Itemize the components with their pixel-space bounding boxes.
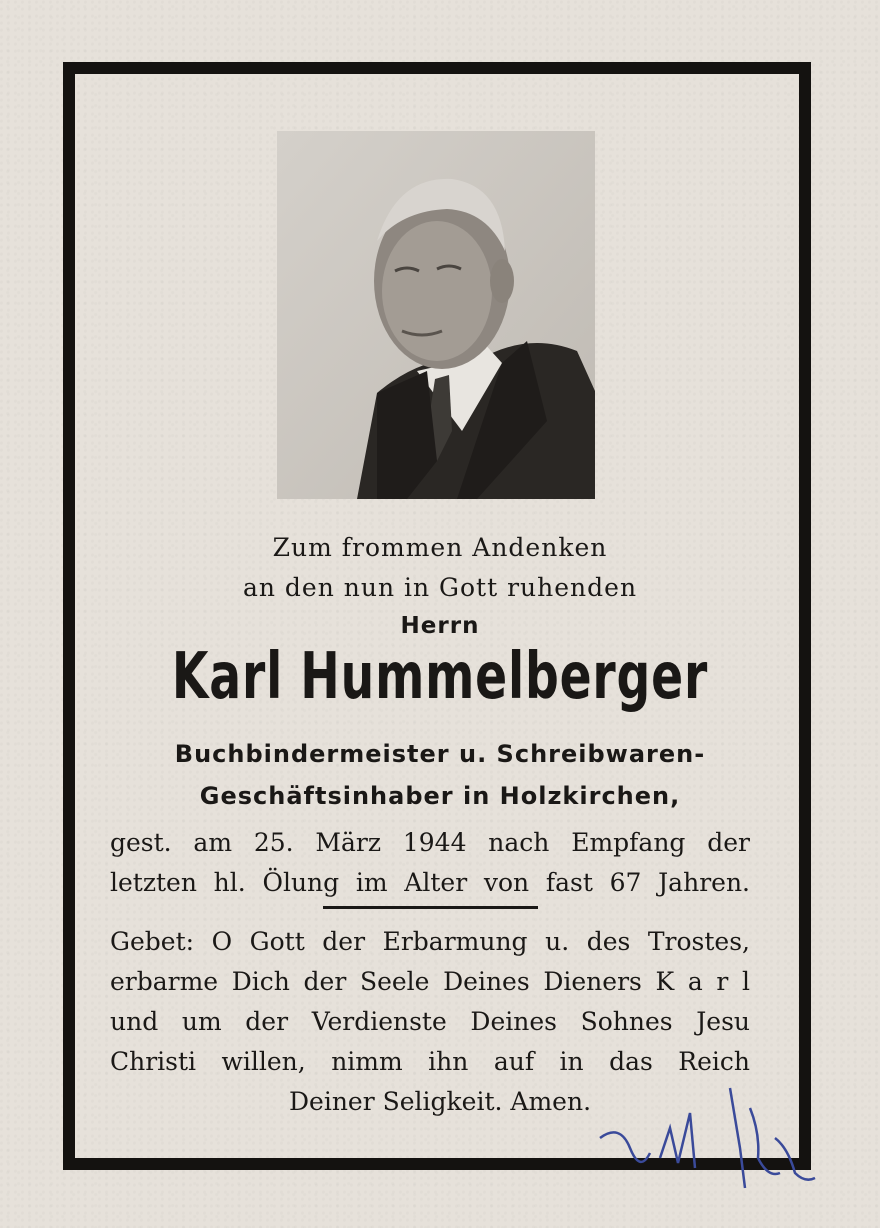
intro-line-2: an den nun in Gott ruhenden: [242, 573, 638, 602]
portrait-photo: [277, 131, 595, 499]
prayer-line-1: Gebet: O Gott der Erbarmung u. des Trostes,: [110, 927, 750, 956]
death-info-line-1: gest. am 25. März 1944 nach Empfang der: [110, 828, 750, 857]
deceased-name: Karl Hummelberger: [171, 640, 709, 714]
intro-line-1: Zum frommen Andenken: [272, 533, 608, 562]
handwritten-signature: [590, 1078, 830, 1208]
title-herrn: Herrn: [400, 613, 480, 639]
prayer-line-5: Deiner Seligkeit. Amen.: [288, 1087, 592, 1116]
profession-line-2: Geschäftsinhaber in Holzkirchen,: [199, 782, 681, 810]
profession-line-1: Buchbindermeister u. Schreibwaren-: [174, 740, 706, 768]
prayer-line-4: Christi willen, nimm ihn auf in das Reich: [110, 1047, 750, 1076]
prayer-line-3: und um der Verdienste Deines Sohnes Jesu: [110, 1007, 750, 1036]
death-info-line-2: letzten hl. Ölung im Alter von fast 67 Jahren.: [110, 868, 750, 897]
divider-rule: [323, 906, 538, 909]
prayer-line-2: erbarme Dich der Seele Deines Dieners K a r l: [110, 967, 750, 996]
